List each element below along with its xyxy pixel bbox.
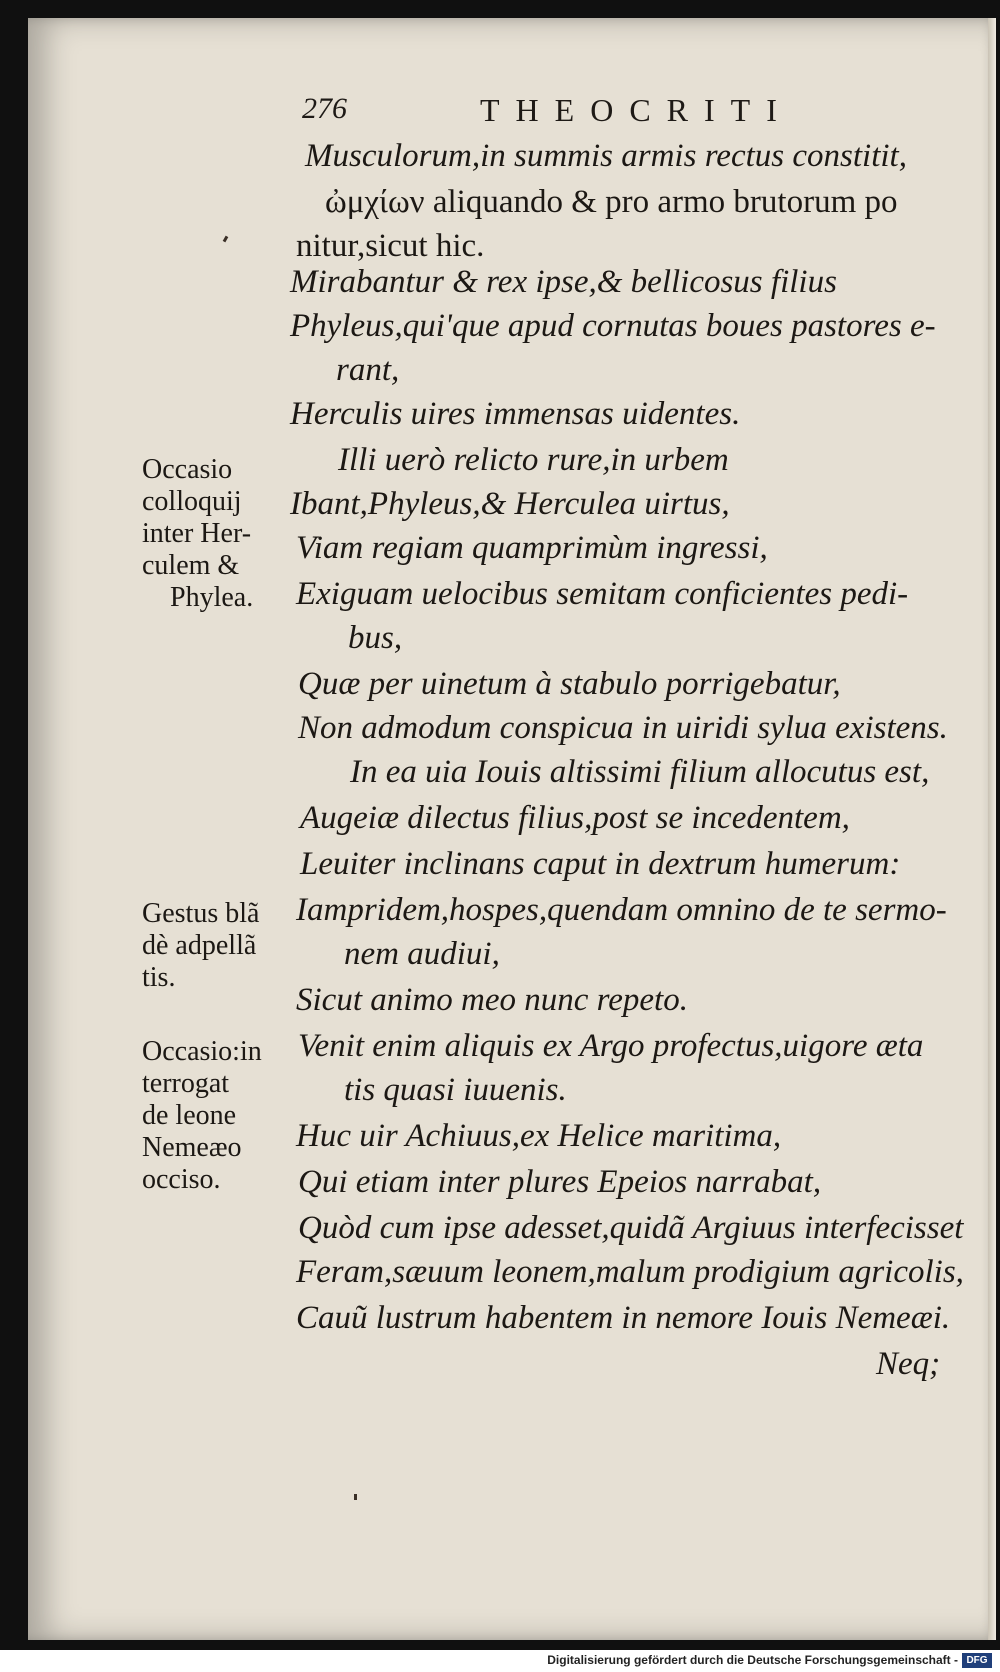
text-line: Exiguam uelocibus semitam conficientes pedi- (296, 576, 909, 612)
margin-note (142, 454, 253, 614)
text-line: Huc uir Achiuus,ex Helice maritima, (296, 1118, 782, 1154)
text-line: nitur,sicut hic. (296, 228, 485, 264)
text-line: Sicut animo meo nunc repeto. (296, 982, 688, 1018)
margin-note-line: culem & (142, 550, 240, 581)
margin-note-line: inter Her- (142, 518, 252, 549)
text-line: In ea uia Iouis altissimi filium allocutus est, (350, 754, 930, 790)
text-line: rant, (336, 352, 400, 388)
text-line: tis quasi iuuenis. (344, 1072, 567, 1108)
margin-note-line: tis. (142, 962, 176, 993)
margin-note-line: de leone (142, 1100, 237, 1131)
text-line: Ibant,Phyleus,& Herculea uirtus, (290, 486, 730, 522)
digitization-footer (0, 1650, 1000, 1672)
text-line: Leuiter inclinans caput in dextrum humerum: (300, 846, 901, 882)
text-line: Musculorum,in summis armis rectus constitit, (305, 138, 907, 174)
margin-note-line: occiso. (142, 1164, 221, 1195)
text-line: Cauũ lustrum habentem in nemore Iouis Nemeæi. (296, 1300, 951, 1336)
text-line: Augeiæ dilectus filius,post se incedentem, (300, 800, 850, 836)
page-number: 276 (302, 92, 347, 125)
text-line: Feram,sæuum leonem,malum prodigium agricolis, (296, 1254, 964, 1290)
catchword: Neq; (876, 1346, 941, 1382)
text-line: ὠμχίων aliquando & pro armo brutorum po (325, 184, 898, 220)
margin-note-line: Occasio (142, 454, 233, 485)
margin-note-line: Gestus blã (142, 898, 260, 929)
text-line: bus, (348, 620, 403, 656)
text-line: Phyleus,qui'que apud cornutas boues pastores e- (290, 308, 936, 344)
text-line: Quòd cum ipse adesset,quidã Argiuus interfecisset (298, 1210, 964, 1246)
margin-note-line: Occasio:in (142, 1036, 262, 1067)
text-line: Non admodum conspicua in uiridi sylua existens. (298, 710, 948, 746)
text-line: Iampridem,hospes,quendam omnino de te sermo- (296, 892, 947, 928)
margin-note-line: Phylea. (170, 582, 254, 613)
footer-credit: Digitalisierung gefördert durch die Deutsche Forschungsgemeinschaft - (547, 1653, 958, 1667)
running-title: THEOCRITI (480, 92, 793, 128)
text-line: Qui etiam inter plures Epeios narrabat, (298, 1164, 822, 1200)
margin-note-line: terrogat (142, 1068, 230, 1099)
page-edge (988, 18, 996, 1640)
text-line: nem audiui, (344, 936, 500, 972)
text-line: Viam regiam quamprimùm ingressi, (296, 530, 768, 566)
margin-note (142, 898, 259, 994)
text-line: Illi uerò relicto rure,in urbem (338, 442, 729, 478)
ink-speck (354, 1494, 357, 1500)
text-line: Quæ per uinetum à stabulo porrigebatur, (298, 666, 841, 702)
margin-note-line: dè adpellã (142, 930, 257, 961)
text-line: Mirabantur & rex ipse,& bellicosus filius (290, 264, 837, 300)
margin-note (142, 1036, 262, 1196)
text-line: Venit enim aliquis ex Argo profectus,uigore æta (298, 1028, 924, 1064)
margin-note-line: colloquij (142, 486, 242, 517)
dfg-logo-icon: DFG (962, 1653, 992, 1668)
text-line: Herculis uires immensas uidentes. (290, 396, 741, 432)
margin-note-line: Nemeæo (142, 1132, 242, 1163)
